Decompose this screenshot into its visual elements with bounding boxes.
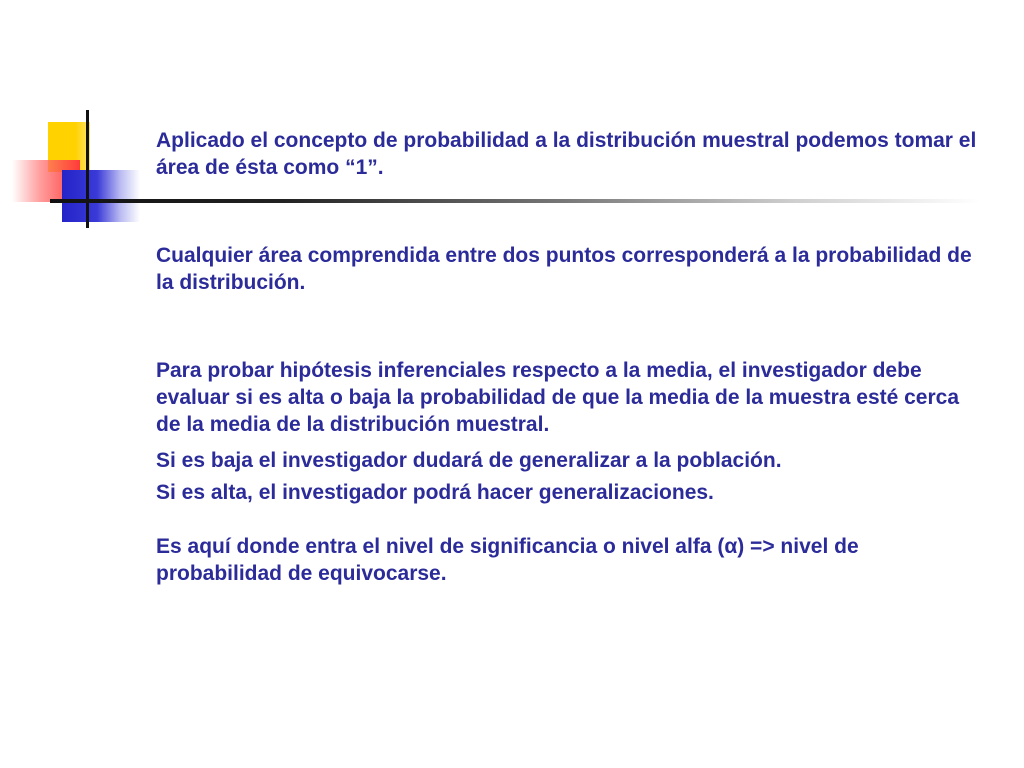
vertical-rule-decoration [86,110,89,228]
paragraph-area-between-points: Cualquier área comprendida entre dos puntos corresponderá a la probabilidad de la distribución. [156,244,972,294]
paragraph-hypothesis-testing: Para probar hipótesis inferenciales respecto a la media, el investigador debe evaluar si es alta o baja la probabilidad de que la media de la muestra esté cerca de la media de la distribución muestral. [156,359,960,436]
slide-body [156,127,986,587]
paragraph-probability-area: Aplicado el concepto de probabilidad a la distribución muestral podemos tomar el área de ésta como “1”. [156,129,977,179]
paragraph-high-probability: Si es alta, el investigador podrá hacer generalizaciones. [156,481,714,504]
paragraph-low-probability: Si es baja el investigador dudará de generalizar a la población. [156,449,782,472]
blue-square-decoration [62,170,140,222]
paragraph-significance-level: Es aquí donde entra el nivel de significancia o nivel alfa (α) => nivel de probabilidad de equivocarse. [156,535,859,585]
